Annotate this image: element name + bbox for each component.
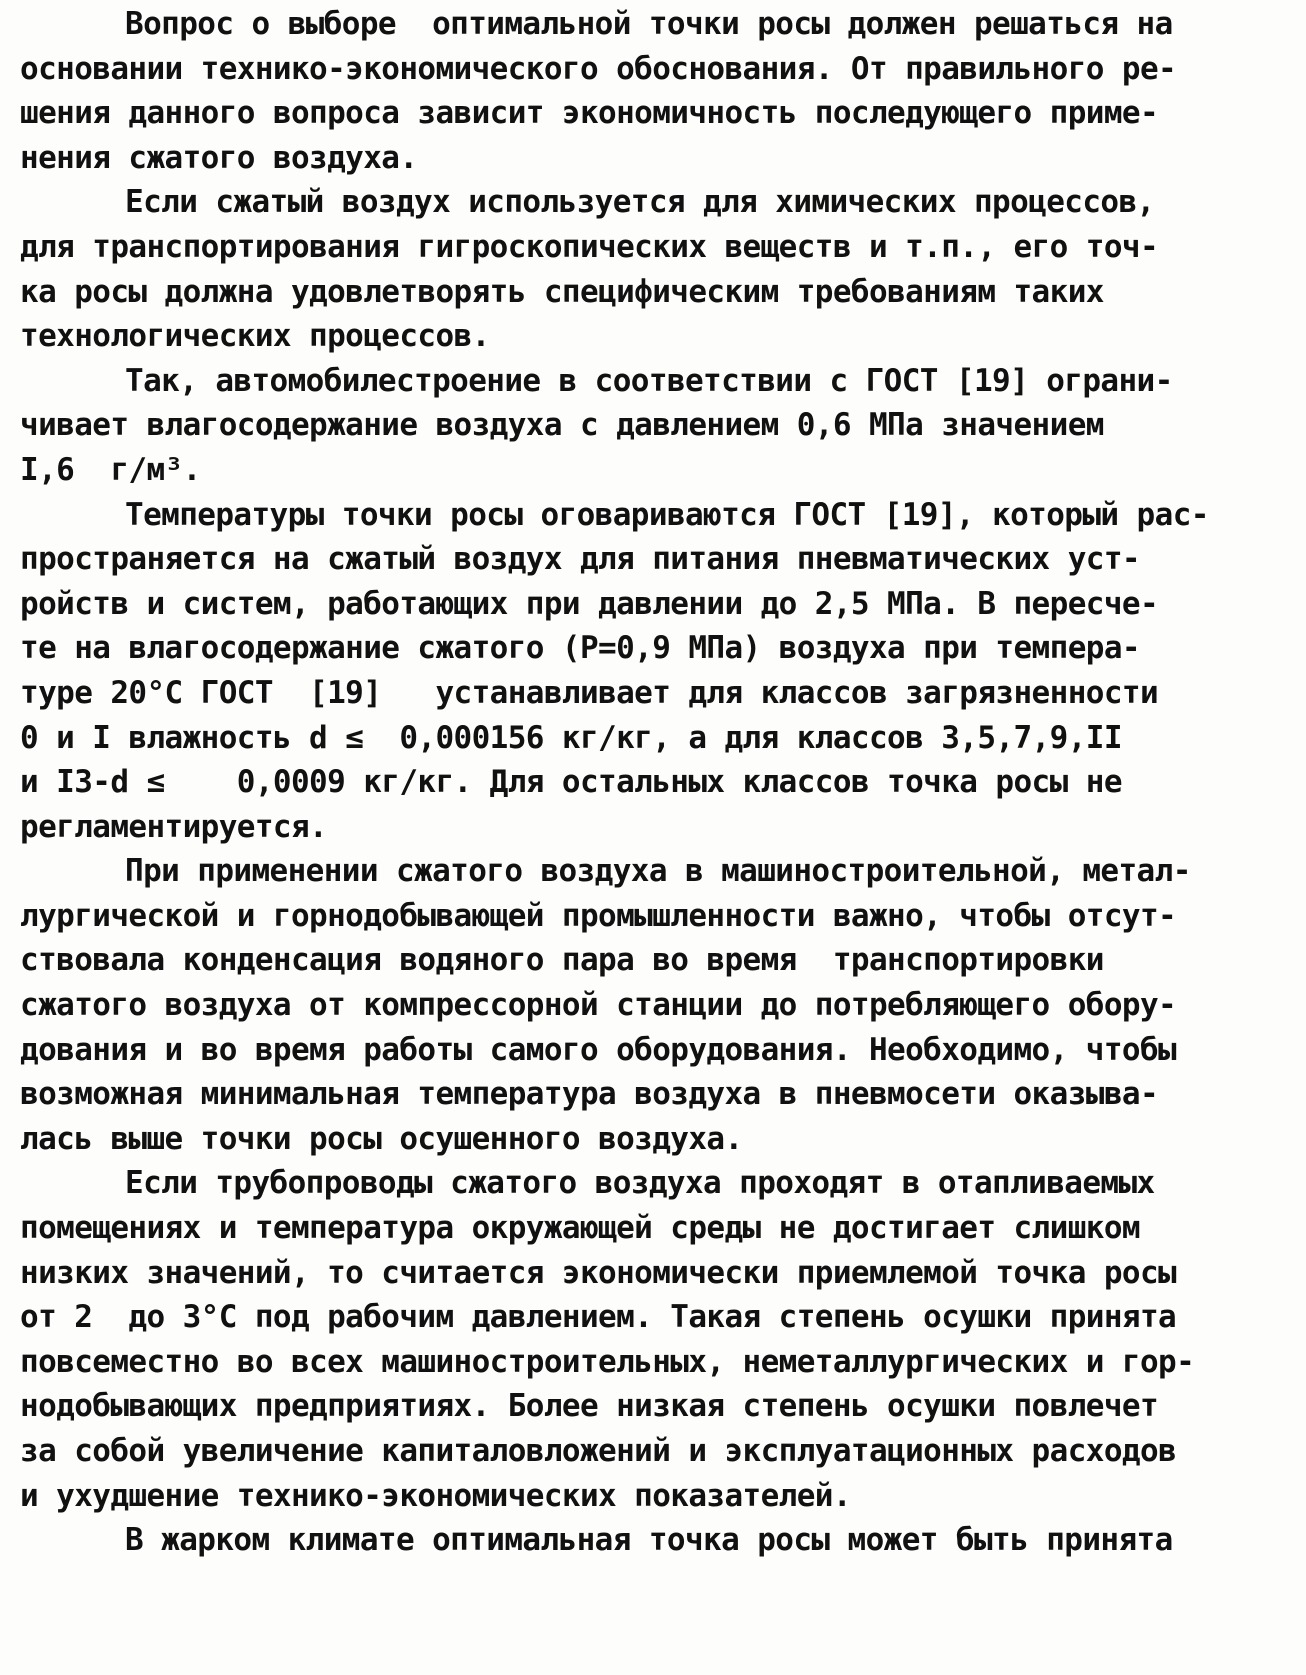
text-line: те на влагосодержание сжатого (Р=0,9 МПа) воздуха при темпера- [20,630,1140,667]
text-line: пространяется на сжатый воздух для питания пневматических уст- [20,541,1140,578]
document-body [20,2,1260,1563]
text-line: помещениях и температура окружающей среды не достигает слишком [20,1210,1140,1247]
text-line: технологических процессов. [20,318,490,355]
text-line: для транспортирования гигроскопических веществ и т.п., его точ- [20,228,1159,265]
paragraph-first-line: В жарком климате оптимальная точка росы может быть принята [125,1522,1173,1559]
text-line: туре 20°С ГОСТ [19] устанавливает для классов загрязненности [20,674,1159,711]
text-line: шения данного вопроса зависит экономичность последующего приме- [20,95,1159,132]
paragraph-first-line: Если трубопроводы сжатого воздуха проходят в отапливаемых [125,1165,1155,1202]
paragraph-first-line: Если сжатый воздух используется для химических процессов, [125,184,1155,221]
text-line: ка росы должна удовлетворять специфическим требованиям таких [20,273,1104,310]
text-line: дования и во время работы самого оборудования. Необходимо, чтобы [20,1031,1177,1068]
text-line: чивает влагосодержание воздуха с давлением 0,6 МПа значением [20,407,1104,444]
text-line: низких значений, то считается экономически приемлемой точка росы [20,1254,1177,1291]
text-line: нодобывающих предприятиях. Более низкая степень осушки повлечет [20,1388,1159,1425]
text-line: ройств и систем, работающих при давлении до 2,5 МПа. В пересче- [20,585,1159,622]
text-line: нения сжатого воздуха. [20,139,418,176]
text-line: ствовала конденсация водяного пара во время транспортировки [20,942,1104,979]
paragraph-first-line: Температуры точки росы оговариваются ГОСТ [19], который рас- [125,496,1209,533]
text-line: и ухудшение технико-экономических показателей. [20,1477,851,1514]
text-line: регламентируется. [20,808,328,845]
paragraph-first-line: Вопрос о выборе оптимальной точки росы должен решаться на [125,6,1173,42]
text-line: возможная минимальная температура воздуха в пневмосети оказыва- [20,1076,1159,1113]
text-line: за собой увеличение капиталовложений и эксплуатационных расходов [20,1433,1177,1469]
text-line: 0 и I влажность d ≤ 0,000156 кг/кг, а для классов 3,5,7,9,II [20,719,1122,756]
text-line: I,6 г/м³. [20,451,201,488]
text-line: лургической и горнодобывающей промышленности важно, чтобы отсут- [20,897,1177,934]
text-line: лась выше точки росы осушенного воздуха. [20,1120,743,1157]
paragraph-first-line: При применении сжатого воздуха в машиностроительной, метал- [125,853,1191,890]
text-line: и I3-d ≤ 0,0009 кг/кг. Для остальных классов точка росы не [20,764,1122,801]
text-line: повсеместно во всех машиностроительных, неметаллургических и гор- [20,1343,1195,1380]
text-line: от 2 до 3°С под рабочим давлением. Такая степень осушки принята [20,1299,1177,1336]
text-line: основании технико-экономического обоснования. От правильного ре- [20,50,1177,87]
text-line: сжатого воздуха от компрессорной станции до потребляющего обору- [20,987,1177,1024]
paragraph-first-line: Так, автомобилестроение в соответствии с ГОСТ [19] ограни- [125,362,1173,399]
